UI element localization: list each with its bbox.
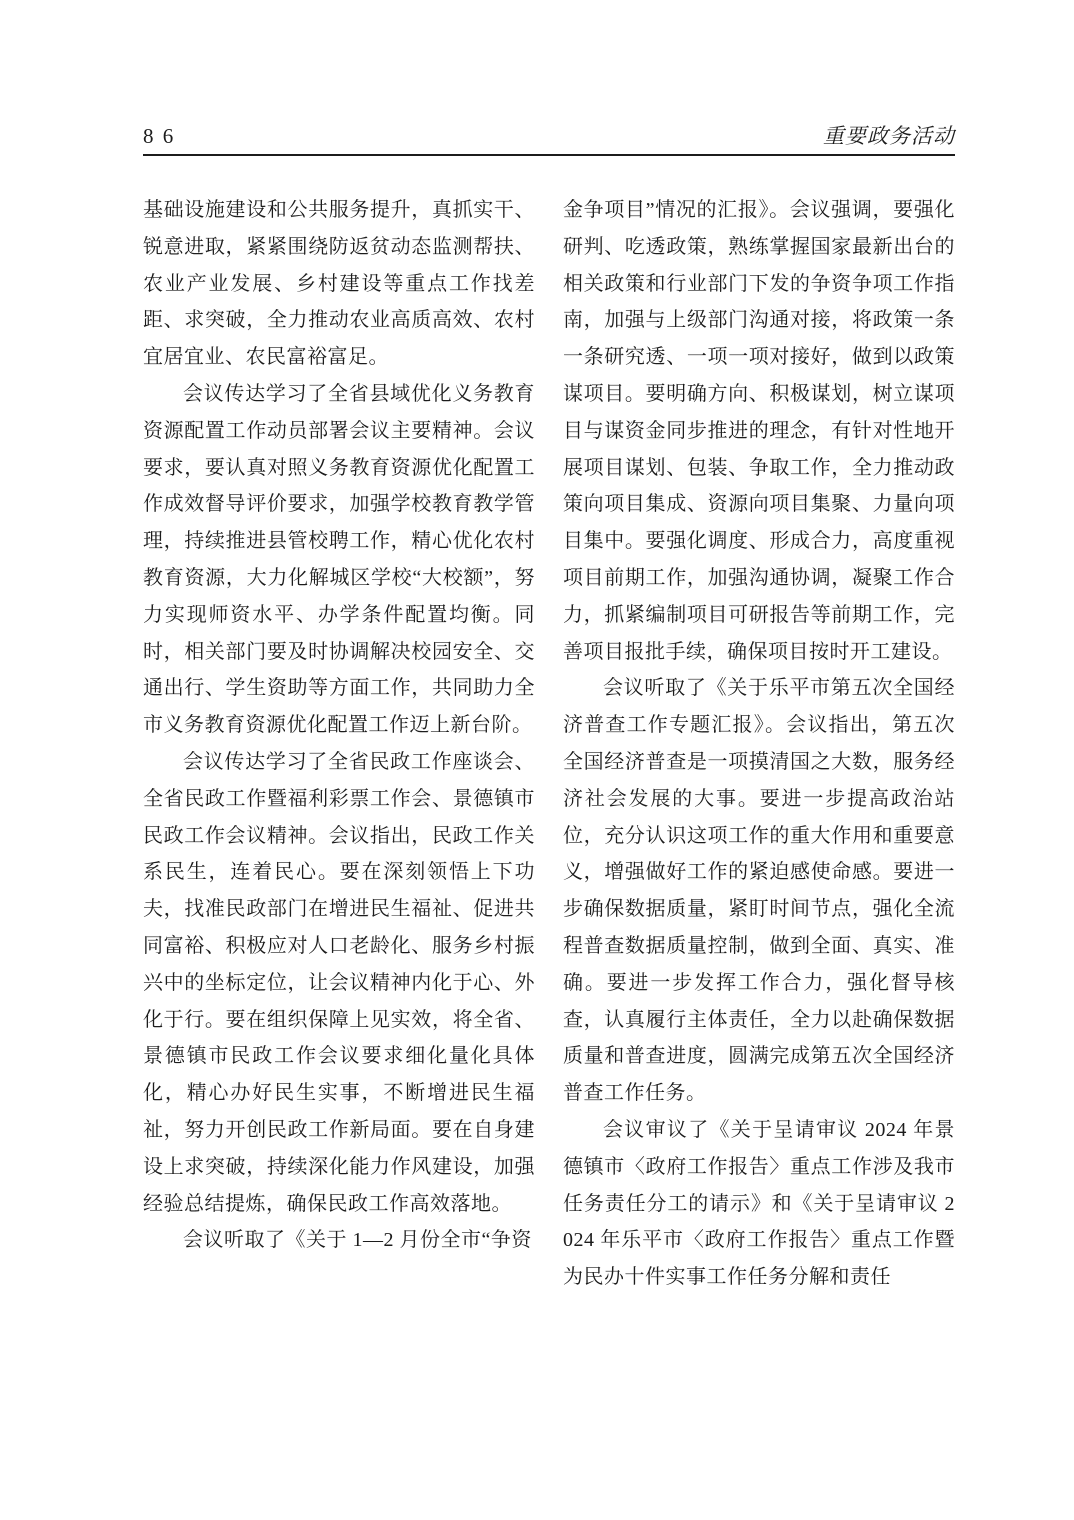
page-body [143, 192, 955, 1296]
paragraph: 会议审议了《关于呈请审议 2024 年景德镇市〈政府工作报告〉重点工作涉及我市任务责任分工的请示》和《关于呈请审议 2024 年乐平市〈政府工作报告〉重点工作暨为民办十件实事工作任务分解和责任 [563, 1118, 955, 1289]
running-header [143, 126, 955, 156]
paragraph: 会议听取了《关于乐平市第五次全国经济普查工作专题汇报》。会议指出，第五次全国经济普查是一项摸清国之大数，服务经济社会发展的大事。要进一步提高政治站位，充分认识这项工作的重大作用和重要意义，增强做好工作的紧迫感使命感。要进一步确保数据质量，紧盯时间节点，强化全流程普查数据质量控制，做到全面、真实、准确。要进一步发挥工作合力，强化督导核查，认真履行主体责任，全力以赴确保数据质量和普查进度，圆满完成第五次全国经济普查工作任务。 [563, 677, 955, 1105]
paragraph: 金争项目”情况的汇报》。会议强调，要强化研判、吃透政策，熟练掌握国家最新出台的相关政策和行业部门下发的争资争项工作指南，加强与上级部门沟通对接，将政策一条一条研究透、一项一项对接好，做到以政策谋项目。要明确方向、积极谋划，树立谋项目与谋资金同步推进的理念，有针对性地开展项目谋划、包装、争取工作，全力推动政策向项目集成、资源向项目集聚、力量向项目集中。要强化调度、形成合力，高度重视项目前期工作，加强沟通协调，凝聚工作合力，抓紧编制项目可研报告等前期工作，完善项目报批手续，确保项目按时开工建设。 [563, 199, 955, 663]
left-column [143, 192, 535, 1296]
paragraph: 会议传达学习了全省县域优化义务教育资源配置工作动员部署会议主要精神。会议要求，要认真对照义务教育资源优化配置工作成效督导评价要求，加强学校教育教学管理，持续推进县管校聘工作，精心优化农村教育资源，大力化解城区学校“大校额”，努力实现师资水平、办学条件配置均衡。同时，相关部门要及时协调解决校园安全、交通出行、学生资助等方面工作，共同助力全市义务教育资源优化配置工作迈上新台阶。 [143, 382, 535, 737]
paragraph: 会议听取了《关于 1—2 月份全市“争资 [183, 1229, 532, 1252]
page-number: 8 6 [143, 124, 176, 148]
section-title: 重要政务活动 [823, 124, 955, 148]
paragraph: 会议传达学习了全省民政工作座谈会、全省民政工作暨福利彩票工作会、景德镇市民政工作会议精神。会议指出，民政工作关系民生，连着民心。要在深刻领悟上下功夫，找准民政部门在增进民生福祉、促进共同富裕、积极应对人口老龄化、服务乡村振兴中的坐标定位，让会议精神内化于心、外化于行。要在组织保障上见实效，将全省、景德镇市民政工作会议要求细化量化具体化，精心办好民生实事，不断增进民生福祉，努力开创民政工作新局面。要在自身建设上求突破，持续深化能力作风建设，加强经验总结提炼，确保民政工作高效落地。 [143, 750, 535, 1215]
right-column [563, 192, 955, 1296]
paragraph: 基础设施建设和公共服务提升，真抓实干、锐意进取，紧紧围绕防返贫动态监测帮扶、农业产业发展、乡村建设等重点工作找差距、求突破，全力推动农业高质高效、农村宜居宜业、农民富裕富足。 [143, 199, 535, 369]
